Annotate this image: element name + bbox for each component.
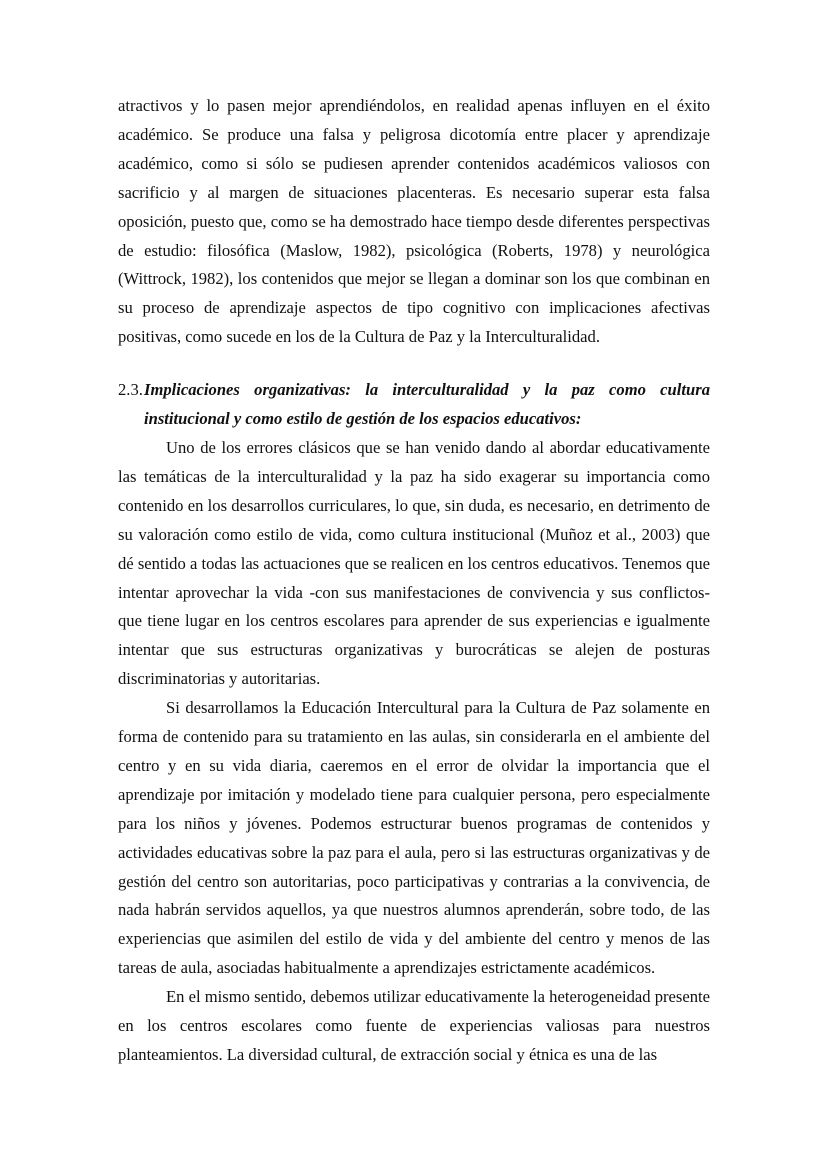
- section-title: Implicaciones organizativas: la interculturalidad y la paz como cultura institucional y como estilo de gestión de los espacios educativos:: [144, 380, 710, 429]
- body-paragraph-3: Si desarrollamos la Educación Intercultural para la Cultura de Paz solamente en forma de contenido para su tratamiento en las aulas, sin considerarla en el ambiente del centro y en su vida diaria, caeremos en el error de olvidar la importancia que el aprendizaje por imitación y modelado tiene para cualquier persona, pero especialmente para los niños y jóvenes. Podemos estructurar buenos programas de contenidos y actividades educativas sobre la paz para el aula, pero si las estructuras organizativas y de gestión del centro son autoritarias, poco participativas y contrarias a la convivencia, de nada habrán servidos aquellos, ya que nuestros alumnos aprenderán, sobre todo, de las experiencias que asimilen del estilo de vida y del ambiente del centro y menos de las tareas de aula, asociadas habitualmente a aprendizajes estrictamente académicos.: [118, 698, 710, 978]
- section-number: 2.3.: [118, 380, 143, 400]
- document-page: [118, 92, 710, 1070]
- section-heading: [118, 376, 710, 434]
- body-paragraph-2: Uno de los errores clásicos que se han venido dando al abordar educativamente las temáticas de la interculturalidad y la paz ha sido exagerar su importancia como contenido en los desarrollos curriculares, lo que, sin duda, es necesario, en detrimento de su valoración como estilo de vida, como cultura institucional (Muñoz et al., 2003) que dé sentido a todas las actuaciones que se realicen en los centros educativos. Tenemos que intentar aprovechar la vida -con sus manifestaciones de convivencia y sus conflictos- que tiene lugar en los centros escolares para aprender de sus experiencias e igualmente intentar que sus estructuras organizativas y burocráticas se alejen de posturas discriminatorias y autoritarias.: [118, 437, 710, 689]
- body-paragraph-1: atractivos y lo pasen mejor aprendiéndolos, en realidad apenas influyen en el éxito académico. Se produce una falsa y peligrosa dicotomía entre placer y aprendizaje académico, como si sólo se pudiesen aprender contenidos académicos valiosos con sacrificio y al margen de situaciones placenteras. Es necesario superar esta falsa oposición, puesto que, como se ha demostrado hace tiempo desde diferentes perspectivas de estudio: filosófica (Maslow, 1982), psicológica (Roberts, 1978) y neurológica (Wittrock, 1982), los contenidos que mejor se llegan a dominar son los que combinan en su proceso de aprendizaje aspectos de tipo cognitivo con implicaciones afectivas positivas, como sucede en los de la Cultura de Paz y la Interculturalidad.: [118, 96, 710, 347]
- body-paragraph-4: En el mismo sentido, debemos utilizar educativamente la heterogeneidad presente en los centros escolares como fuente de experiencias valiosas para nuestros planteamientos. La diversidad cultural, de extracción social y étnica es una de las: [118, 987, 710, 1064]
